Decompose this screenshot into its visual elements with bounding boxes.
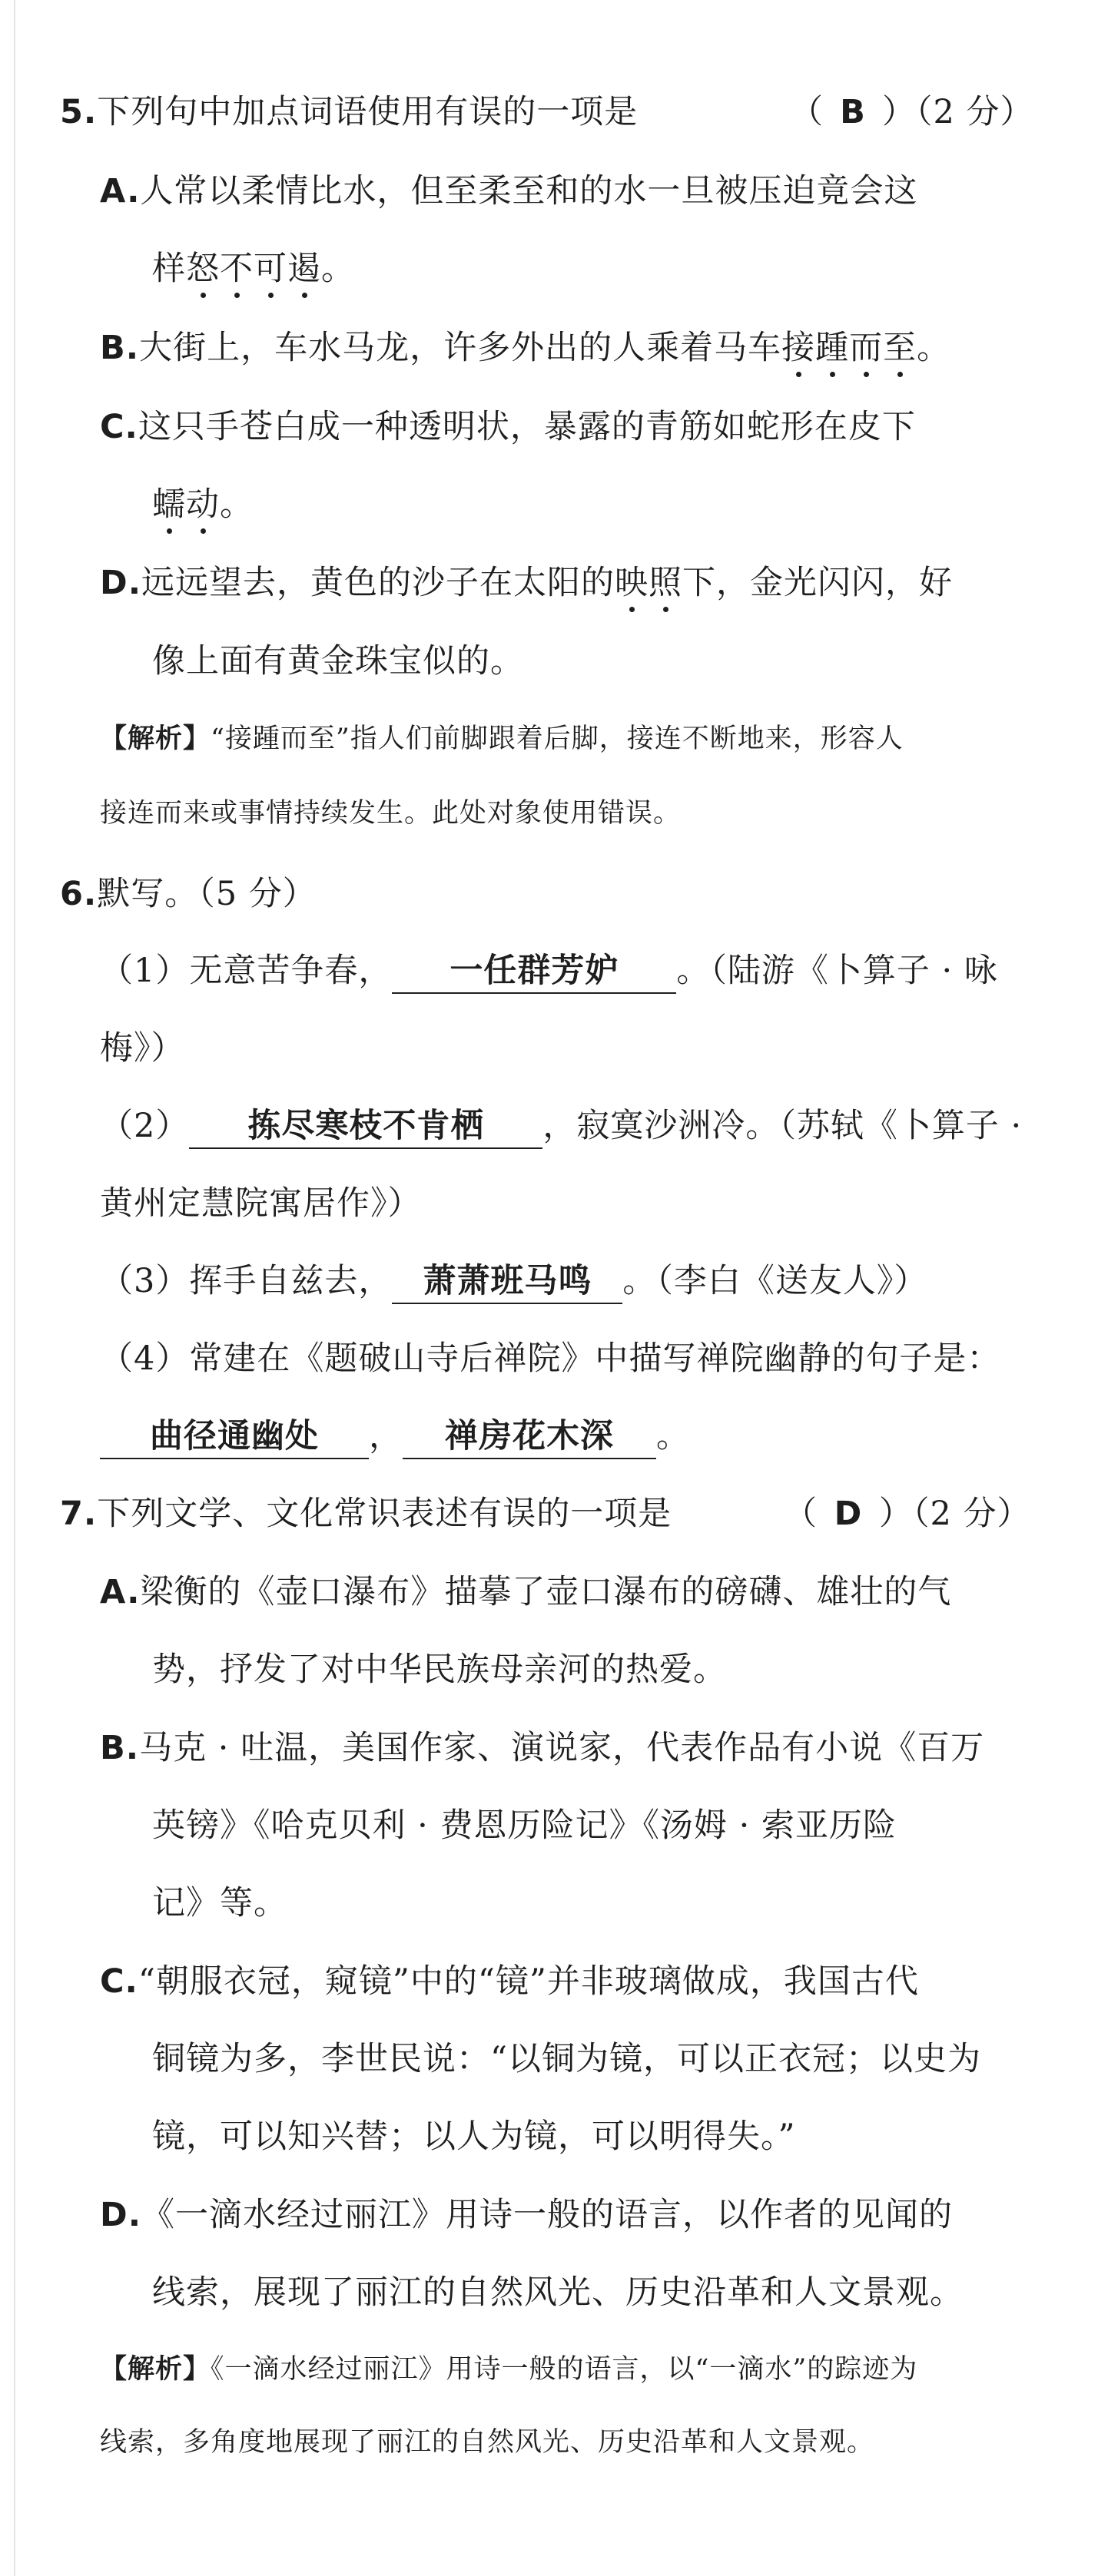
q5-number: 5. [60, 93, 98, 131]
q7-option-d-cont: 线索，展现了丽江的自然风光、历史沿革和人文景观。 [152, 2273, 964, 2312]
dotted-char: 蠕 [152, 485, 186, 524]
q6-part-1: （1）无意苦争春， 一任群芳妒 。（陆游《卜算子 · 咏 [100, 955, 998, 994]
q5-option-d: D.远远望去，黄色的沙子在太阳的映照下，金光闪闪，好 [100, 564, 954, 602]
q7-option-a-cont: 势，抒发了对中华民族母亲河的热爱。 [152, 1651, 727, 1689]
q6-part-1-cont: 梅》） [100, 1029, 185, 1068]
q6-number: 6. [60, 875, 98, 913]
q7-score: （2 分） [913, 1495, 1031, 1533]
q5-option-b: B.大街上，车水马龙，许多外出的人乘着马车接踵而至。 [100, 329, 951, 367]
q7-option-c: C.“朝服衣冠，窥镜”中的“镜”并非玻璃做成，我国古代 [100, 1962, 919, 2001]
q5-option-a-cont: 样怒不可遏。 [152, 250, 355, 288]
q5-answer: B [840, 93, 866, 131]
q7-option-c-cont2: 镜，可以知兴替；以人为镜，可以明得失。” [152, 2117, 796, 2156]
answer-blank: 一任群芳妒 [392, 955, 676, 994]
analysis-tag: 【解析】 [100, 723, 211, 754]
dotted-char: 怒 [186, 250, 220, 288]
q5-stem-text: 下列句中加点词语使用有误的一项是 [97, 93, 639, 131]
q5-analysis-cont: 接连而来或事情持续发生。此处对象使用错误。 [100, 798, 682, 829]
q7-option-b: B.马克 · 吐温，美国作家、演说家，代表作品有小说《百万 [100, 1729, 985, 1767]
page-margin-rule [14, 0, 15, 2576]
q7-analysis: 【解析】《一滴水经过丽江》用诗一般的语言，以“一滴水”的踪迹为 [100, 2354, 918, 2385]
q5-analysis: 【解析】“接踵而至”指人们前脚跟着后脚，接连不断地来，形容人 [100, 723, 904, 754]
dotted-char: 照 [649, 564, 683, 602]
q5-option-d-cont: 像上面有黄金珠宝似的。 [152, 642, 524, 680]
q6-part-4-answers: 曲径通幽处 ， 禅房花木深 。 [100, 1420, 690, 1459]
answer-blank: 萧萧班马鸣 [392, 1265, 622, 1304]
dotted-char: 接 [781, 329, 816, 367]
q6-part-4: （4）常建在《题破山寺后禅院》中描写禅院幽静的句子是： [100, 1339, 1001, 1378]
dotted-char: 踵 [815, 329, 850, 367]
q6-part-2: （2） 拣尽寒枝不肯栖 ，寂寞沙洲冷。（苏轼《卜算子 · [100, 1110, 1022, 1149]
q7-answer: D [834, 1495, 863, 1533]
q5-option-c: C.这只手苍白成一种透明状，暴露的青筋如蛇形在皮下 [100, 408, 916, 446]
q5-option-a: A.人常以柔情比水，但至柔至和的水一旦被压迫竟会这 [100, 172, 918, 210]
dotted-char: 映 [615, 564, 649, 602]
answer-blank: 曲径通幽处 [100, 1420, 369, 1459]
q5-answer-box: （ B ）（2 分） [790, 93, 1034, 131]
q6-stem-text: 默写。（5 分） [97, 875, 317, 913]
q7-stem [60, 1495, 672, 1533]
q6-stem [60, 875, 317, 913]
q5-option-c-cont: 蠕动。 [152, 485, 254, 524]
q7-stem-text: 下列文学、文化常识表述有误的一项是 [97, 1495, 672, 1533]
answer-blank: 禅房花木深 [403, 1420, 656, 1459]
q7-answer-box: （ D ）（2 分） [784, 1495, 1031, 1533]
answer-blank: 拣尽寒枝不肯栖 [189, 1110, 542, 1149]
q7-option-d: D.《一滴水经过丽江》用诗一般的语言，以作者的见闻的 [100, 2196, 954, 2234]
q6-part-2-cont: 黄州定慧院寓居作》） [100, 1184, 422, 1223]
dotted-char: 至 [883, 329, 917, 367]
q7-analysis-cont: 线索，多角度地展现了丽江的自然风光、历史沿革和人文景观。 [100, 2427, 875, 2458]
dotted-char: 动 [186, 485, 220, 524]
q7-option-a: A.梁衡的《壶口瀑布》描摹了壶口瀑布的磅礴、雄壮的气 [100, 1573, 952, 1611]
q5-score: （2 分） [916, 93, 1034, 131]
q7-option-b-cont2: 记》等。 [152, 1884, 287, 1922]
q6-part-3: （3）挥手自兹去， 萧萧班马鸣 。（李白《送友人》） [100, 1265, 927, 1304]
q5-stem [60, 93, 639, 131]
dotted-char: 可 [254, 250, 287, 288]
q7-option-b-cont: 英镑》《哈克贝利 · 费恩历险记》《汤姆 · 索亚历险 [152, 1806, 897, 1845]
analysis-tag: 【解析】 [100, 2354, 211, 2385]
dotted-char: 不 [220, 250, 254, 288]
q7-number: 7. [60, 1495, 98, 1533]
dotted-char: 而 [849, 329, 884, 367]
dotted-char: 遏 [287, 250, 321, 288]
q7-option-c-cont: 铜镜为多，李世民说：“以铜为镜，可以正衣冠；以史为 [152, 2040, 981, 2078]
